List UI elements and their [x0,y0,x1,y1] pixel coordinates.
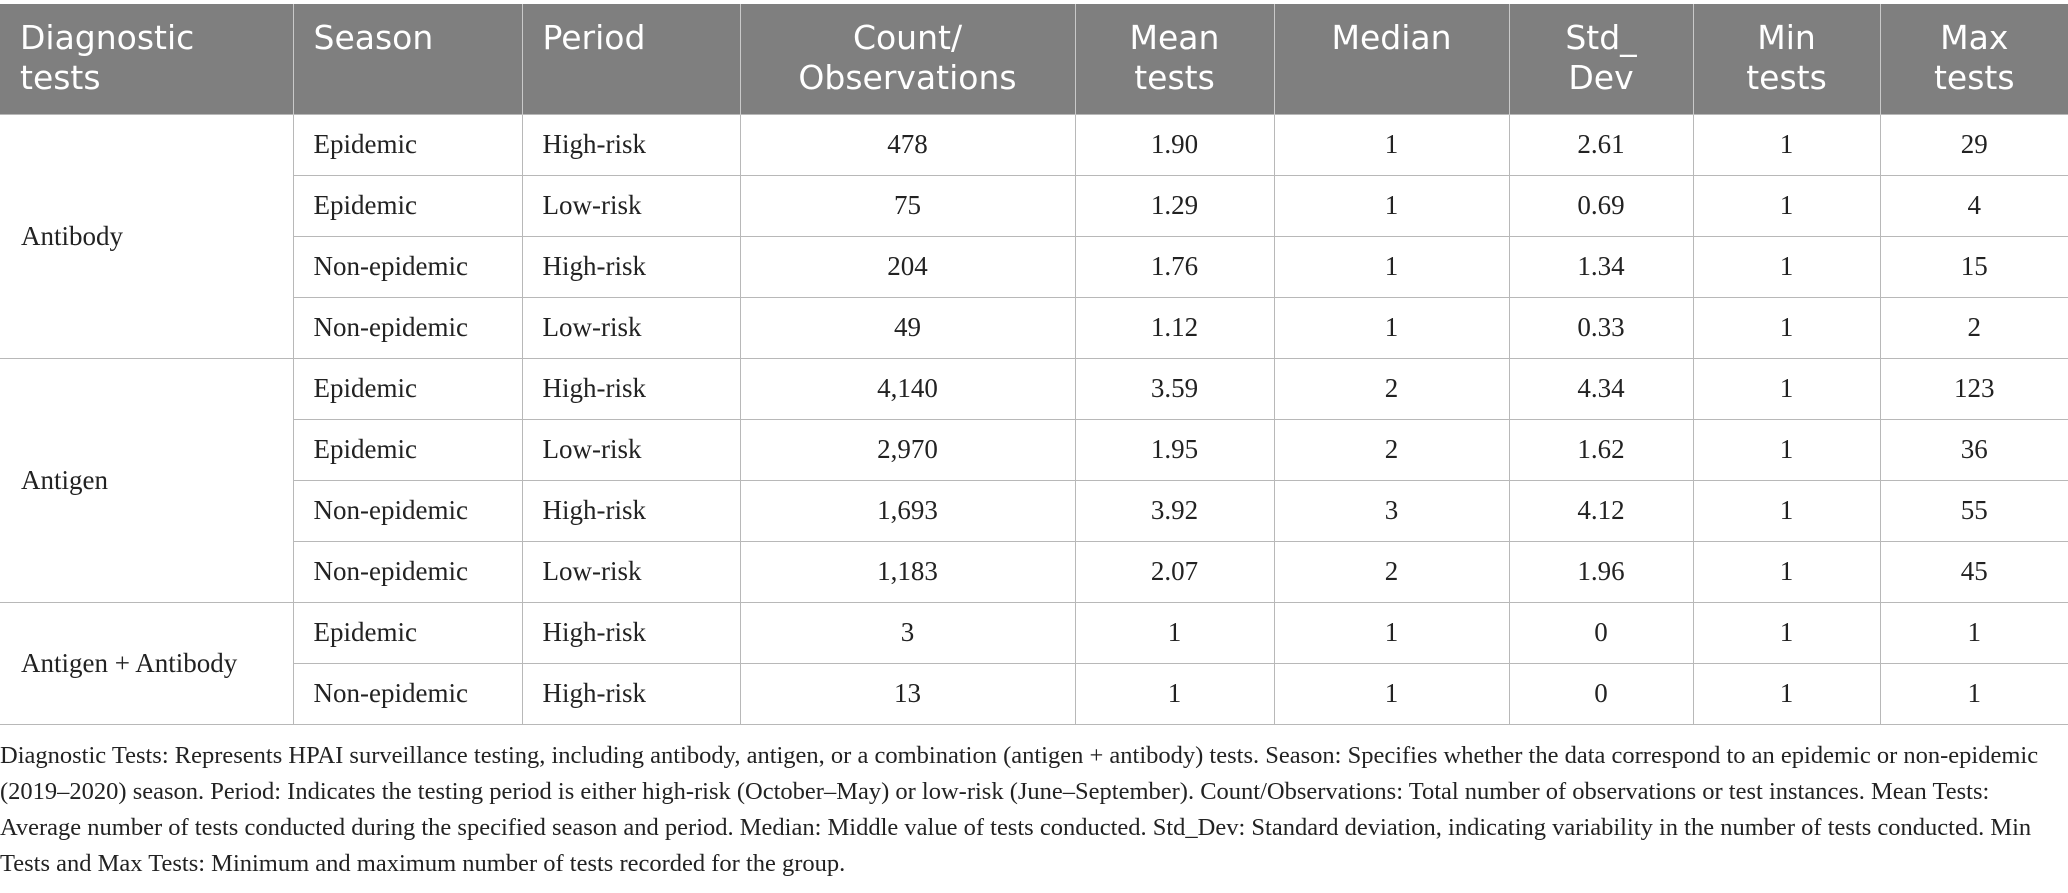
diagnostic-tests-table [0,4,2068,725]
cell-count: 204 [740,236,1075,297]
table-row [0,114,2068,175]
cell-season: Epidemic [293,419,522,480]
table-row [0,297,2068,358]
header-std-dev: Std_ Dev [1509,4,1693,114]
group-label-antigen: Antigen [0,358,293,602]
table-row [0,236,2068,297]
cell-std-dev: 1.96 [1509,541,1693,602]
cell-max: 123 [1880,358,2068,419]
table-container [0,4,2068,725]
header-count-observations: Count/ Observations [740,4,1075,114]
cell-median: 1 [1274,297,1509,358]
cell-mean: 3.92 [1075,480,1274,541]
cell-min: 1 [1693,602,1880,663]
header-season: Season [293,4,522,114]
cell-min: 1 [1693,175,1880,236]
table-row [0,358,2068,419]
cell-min: 1 [1693,236,1880,297]
cell-max: 2 [1880,297,2068,358]
cell-mean: 1 [1075,602,1274,663]
cell-min: 1 [1693,480,1880,541]
cell-period: Low-risk [522,541,740,602]
cell-min: 1 [1693,297,1880,358]
cell-season: Epidemic [293,175,522,236]
cell-season: Non-epidemic [293,236,522,297]
cell-std-dev: 4.12 [1509,480,1693,541]
table-row [0,175,2068,236]
cell-period: Low-risk [522,297,740,358]
cell-median: 2 [1274,541,1509,602]
cell-season: Non-epidemic [293,480,522,541]
cell-period: High-risk [522,236,740,297]
table-footnote: Diagnostic Tests: Represents HPAI surveillance testing, including antibody, antigen, or a combination (antigen + antibody) tests. Season: Specifies whether the data correspond to an epidemic or non-epidemic (2019–2020) season. Period: Indicates the testing period is either high-risk (October–May) or low-risk (June–September). Count/Observations: Total number of observations or test instances. Mean Tests: Average number of tests conducted during the specified season and period. Median: Middle value of tests conducted. Std_Dev: Standard deviation, indicating variability in the number of tests conducted. Min Tests and Max Tests: Minimum and maximum number of tests recorded for the group. [0,742,2039,877]
cell-count: 2,970 [740,419,1075,480]
cell-count: 478 [740,114,1075,175]
cell-median: 1 [1274,663,1509,724]
cell-max: 36 [1880,419,2068,480]
table-row [0,541,2068,602]
cell-season: Epidemic [293,358,522,419]
table-body [0,114,2068,724]
cell-median: 1 [1274,114,1509,175]
table-header [0,4,2068,114]
header-mean-tests: Mean tests [1075,4,1274,114]
cell-min: 1 [1693,663,1880,724]
cell-max: 55 [1880,480,2068,541]
cell-median: 3 [1274,480,1509,541]
cell-min: 1 [1693,541,1880,602]
cell-mean: 1.29 [1075,175,1274,236]
cell-min: 1 [1693,358,1880,419]
cell-season: Epidemic [293,602,522,663]
table-row [0,602,2068,663]
cell-period: High-risk [522,358,740,419]
cell-mean: 1.76 [1075,236,1274,297]
header-row [0,4,2068,114]
cell-max: 15 [1880,236,2068,297]
cell-period: Low-risk [522,419,740,480]
cell-season: Non-epidemic [293,297,522,358]
cell-mean: 1 [1075,663,1274,724]
cell-median: 2 [1274,419,1509,480]
cell-std-dev: 1.62 [1509,419,1693,480]
group-label-antibody: Antibody [0,114,293,358]
cell-min: 1 [1693,419,1880,480]
cell-period: Low-risk [522,175,740,236]
header-period: Period [522,4,740,114]
cell-count: 75 [740,175,1075,236]
cell-median: 2 [1274,358,1509,419]
cell-std-dev: 4.34 [1509,358,1693,419]
cell-period: High-risk [522,663,740,724]
table-row [0,663,2068,724]
cell-count: 1,693 [740,480,1075,541]
cell-period: High-risk [522,114,740,175]
cell-max: 4 [1880,175,2068,236]
cell-max: 1 [1880,602,2068,663]
cell-std-dev: 0.69 [1509,175,1693,236]
cell-mean: 1.95 [1075,419,1274,480]
cell-season: Non-epidemic [293,663,522,724]
cell-std-dev: 1.34 [1509,236,1693,297]
cell-max: 1 [1880,663,2068,724]
cell-count: 49 [740,297,1075,358]
cell-std-dev: 0 [1509,663,1693,724]
cell-mean: 1.90 [1075,114,1274,175]
cell-season: Epidemic [293,114,522,175]
cell-count: 1,183 [740,541,1075,602]
cell-season: Non-epidemic [293,541,522,602]
cell-max: 29 [1880,114,2068,175]
cell-std-dev: 2.61 [1509,114,1693,175]
header-diagnostic-tests: Diagnostic tests [0,4,293,114]
cell-count: 4,140 [740,358,1075,419]
cell-std-dev: 0.33 [1509,297,1693,358]
table-row [0,480,2068,541]
table-row [0,419,2068,480]
cell-max: 45 [1880,541,2068,602]
cell-period: High-risk [522,602,740,663]
cell-mean: 1.12 [1075,297,1274,358]
cell-mean: 2.07 [1075,541,1274,602]
cell-median: 1 [1274,602,1509,663]
header-median: Median [1274,4,1509,114]
cell-count: 13 [740,663,1075,724]
header-min-tests: Min tests [1693,4,1880,114]
cell-std-dev: 0 [1509,602,1693,663]
cell-count: 3 [740,602,1075,663]
cell-period: High-risk [522,480,740,541]
cell-min: 1 [1693,114,1880,175]
cell-median: 1 [1274,236,1509,297]
group-label-antigen-antibody: Antigen + Antibody [0,602,293,724]
cell-median: 1 [1274,175,1509,236]
header-max-tests: Max tests [1880,4,2068,114]
cell-mean: 3.59 [1075,358,1274,419]
